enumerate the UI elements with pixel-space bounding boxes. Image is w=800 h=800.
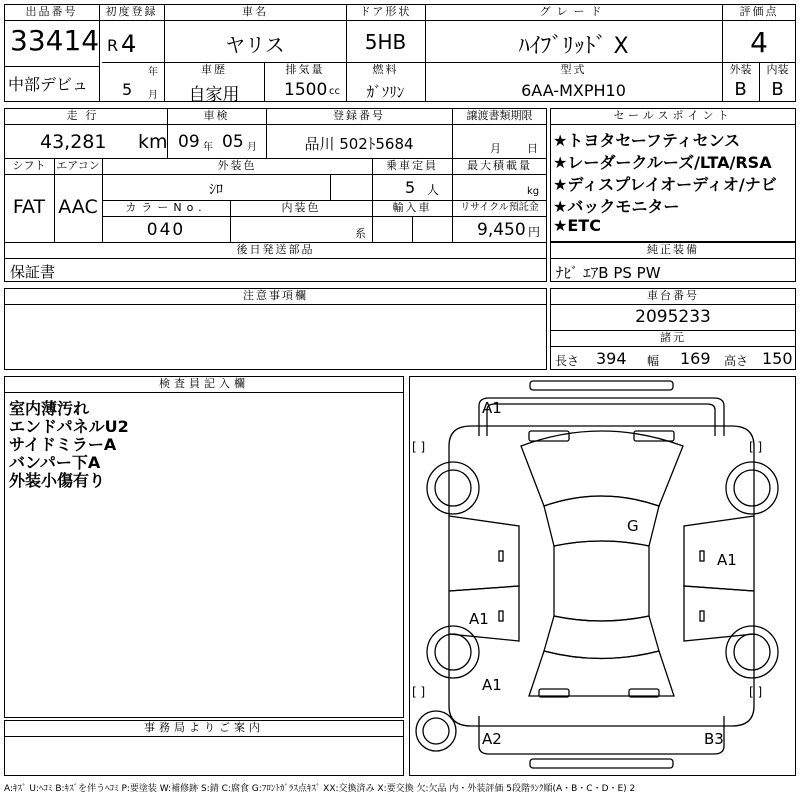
inspector-comment: エンドパネルU2 [9, 417, 129, 436]
inspector-comment: 室内薄汚れ [9, 399, 90, 418]
sales-point-item: ★ETC [553, 216, 601, 235]
displacement-label: 排気量 [285, 63, 325, 76]
svg-text:[ ]: [ ] [749, 440, 763, 454]
ac-label: エアコン [56, 159, 100, 172]
svg-text:[ ]: [ ] [412, 685, 426, 699]
ac: AAC [58, 196, 98, 218]
grade-label: グレード [539, 5, 608, 18]
exterior-grade: B [734, 79, 747, 100]
recycle-deposit: 9,450 [477, 220, 526, 240]
import-label: 輸入車 [392, 201, 432, 214]
month-unit: 月 [148, 90, 158, 101]
height-label: 高さ [724, 354, 749, 368]
recycle-unit: 円 [528, 225, 541, 239]
plate-label: 登録番号 [333, 109, 385, 122]
transfer-day-unit: 日 [527, 142, 538, 155]
max-load-label: 最大積載量 [467, 159, 532, 172]
inspection-month-unit: 月 [247, 142, 257, 153]
car-diagram [409, 376, 796, 776]
fuel: ｶﾞｿﾘﾝ [366, 83, 405, 101]
inspector-comment: サイドミラーA [9, 435, 117, 454]
damage-mark: A1 [717, 551, 737, 569]
dimensions-label: 諸元 [660, 331, 686, 344]
inspection-year-unit: 年 [203, 142, 213, 153]
later-parts: 保証書 [10, 263, 56, 281]
color-number: 040 [146, 220, 186, 240]
sales-point-item: ★バックモニター [553, 197, 680, 216]
transfer-month-unit: 月 [490, 142, 501, 155]
displacement: 1500 [284, 80, 328, 100]
width: 169 [680, 349, 711, 368]
car-name: ヤリス [225, 33, 285, 57]
later-parts-label: 後日発送部品 [236, 243, 315, 256]
interior-label: 内装 [766, 63, 789, 76]
model: 6AA-MXPH10 [521, 81, 626, 100]
exterior-label: 外装 [729, 63, 752, 76]
displacement-unit: cc [329, 86, 340, 97]
sales-point-item: ★トヨタセーフティセンス [553, 131, 741, 150]
lot-number: 33414 [10, 24, 100, 57]
damage-mark: B3 [704, 730, 724, 748]
history-label: 車歴 [201, 63, 227, 76]
sales-point-item: ★ディスプレイオーディオ/ナビ [553, 175, 777, 194]
capacity-unit: 人 [427, 183, 440, 197]
inspector-label: 検査員記入欄 [159, 377, 249, 390]
interior-color-label: 内装色 [281, 201, 321, 214]
damage-mark: G [627, 517, 639, 535]
registration-year: 4 [121, 30, 137, 58]
equipment: ﾅﾋﾞ ｴｱB PS PW [556, 264, 661, 282]
height: 150 [762, 349, 793, 368]
svg-text:[ ]: [ ] [412, 440, 426, 454]
capacity: 5 [405, 178, 416, 197]
chassis-number: 2095233 [635, 307, 711, 327]
venue: 中部デビュ [8, 75, 89, 94]
svg-text:[ ]: [ ] [749, 685, 763, 699]
sales-point-item: ★レーダークルーズ/LTA/RSA [553, 153, 772, 172]
width-label: 幅 [647, 354, 660, 368]
mileage: 43,281 [40, 131, 107, 153]
inspection-year: 09 [178, 132, 200, 152]
inspection-label: 車検 [203, 109, 230, 122]
score: 4 [750, 26, 768, 59]
first-registration-label: 初度登録 [105, 5, 158, 18]
shift: FAT [12, 196, 46, 218]
inspector-comment: 外装小傷有り [9, 471, 106, 490]
history: 自家用 [188, 85, 240, 105]
length: 394 [596, 349, 627, 368]
inspector-comment: バンパー下A [9, 453, 101, 472]
exterior-color: ｼﾛ [209, 182, 223, 198]
era: R [107, 36, 119, 55]
damage-mark: A1 [482, 399, 502, 417]
interior-grade: B [771, 79, 784, 100]
mileage-unit: km [138, 131, 168, 153]
notes-label: 注意事項欄 [243, 289, 308, 302]
exterior-color-label: 外装色 [217, 159, 257, 172]
year-unit: 年 [148, 67, 158, 78]
lot-number-label: 出品番号 [25, 5, 78, 18]
length-label: 長さ [555, 354, 580, 368]
shift-label: シフト [12, 159, 46, 172]
plate-number: 品川 502ﾄ5684 [304, 135, 414, 153]
sales-points-label: セールスポイント [613, 109, 733, 122]
grade: ﾊｲﾌﾞﾘｯﾄﾞ X [518, 34, 629, 59]
legend: A:ｷｽﾞ U:ﾍｺﾐ B:ｷｽﾞを伴うﾍｺﾐ P:要塗装 W:補修跡 S:錆 C:腐食 G:ﾌﾛﾝﾄｶﾞﾗｽ点ｷｽﾞ XX:交換済み X:要交換 欠:欠品 内・外装評価 5段階ﾗﾝｸ順(A・B・C・D・E) 2 [4, 784, 636, 794]
interior-color-suffix: 系 [355, 227, 366, 240]
damage-mark: A1 [482, 676, 502, 694]
color-number-label: カラーNo. [125, 201, 207, 214]
model-label: 型式 [560, 63, 587, 76]
door-label: ドア形状 [359, 5, 412, 18]
office-label: 事務局よりご案内 [144, 721, 264, 734]
fuel-label: 燃料 [372, 63, 399, 76]
door-type: 5HB [364, 30, 407, 54]
equipment-label: 純正装備 [647, 243, 699, 256]
damage-mark: A1 [469, 610, 489, 628]
transfer-label: 譲渡書類期限 [466, 109, 533, 122]
score-label: 評価点 [739, 5, 779, 18]
capacity-label: 乗車定員 [386, 159, 438, 172]
registration-month: 5 [122, 80, 133, 99]
chassis-label: 車台番号 [647, 289, 699, 302]
car-name-label: 車名 [242, 5, 268, 18]
recycle-label: リサイクル預託金 [460, 202, 539, 213]
inspection-month: 05 [222, 132, 244, 152]
mileage-label: 走行 [66, 109, 105, 122]
damage-mark: A2 [482, 730, 502, 748]
max-load-unit: kg [527, 186, 540, 197]
